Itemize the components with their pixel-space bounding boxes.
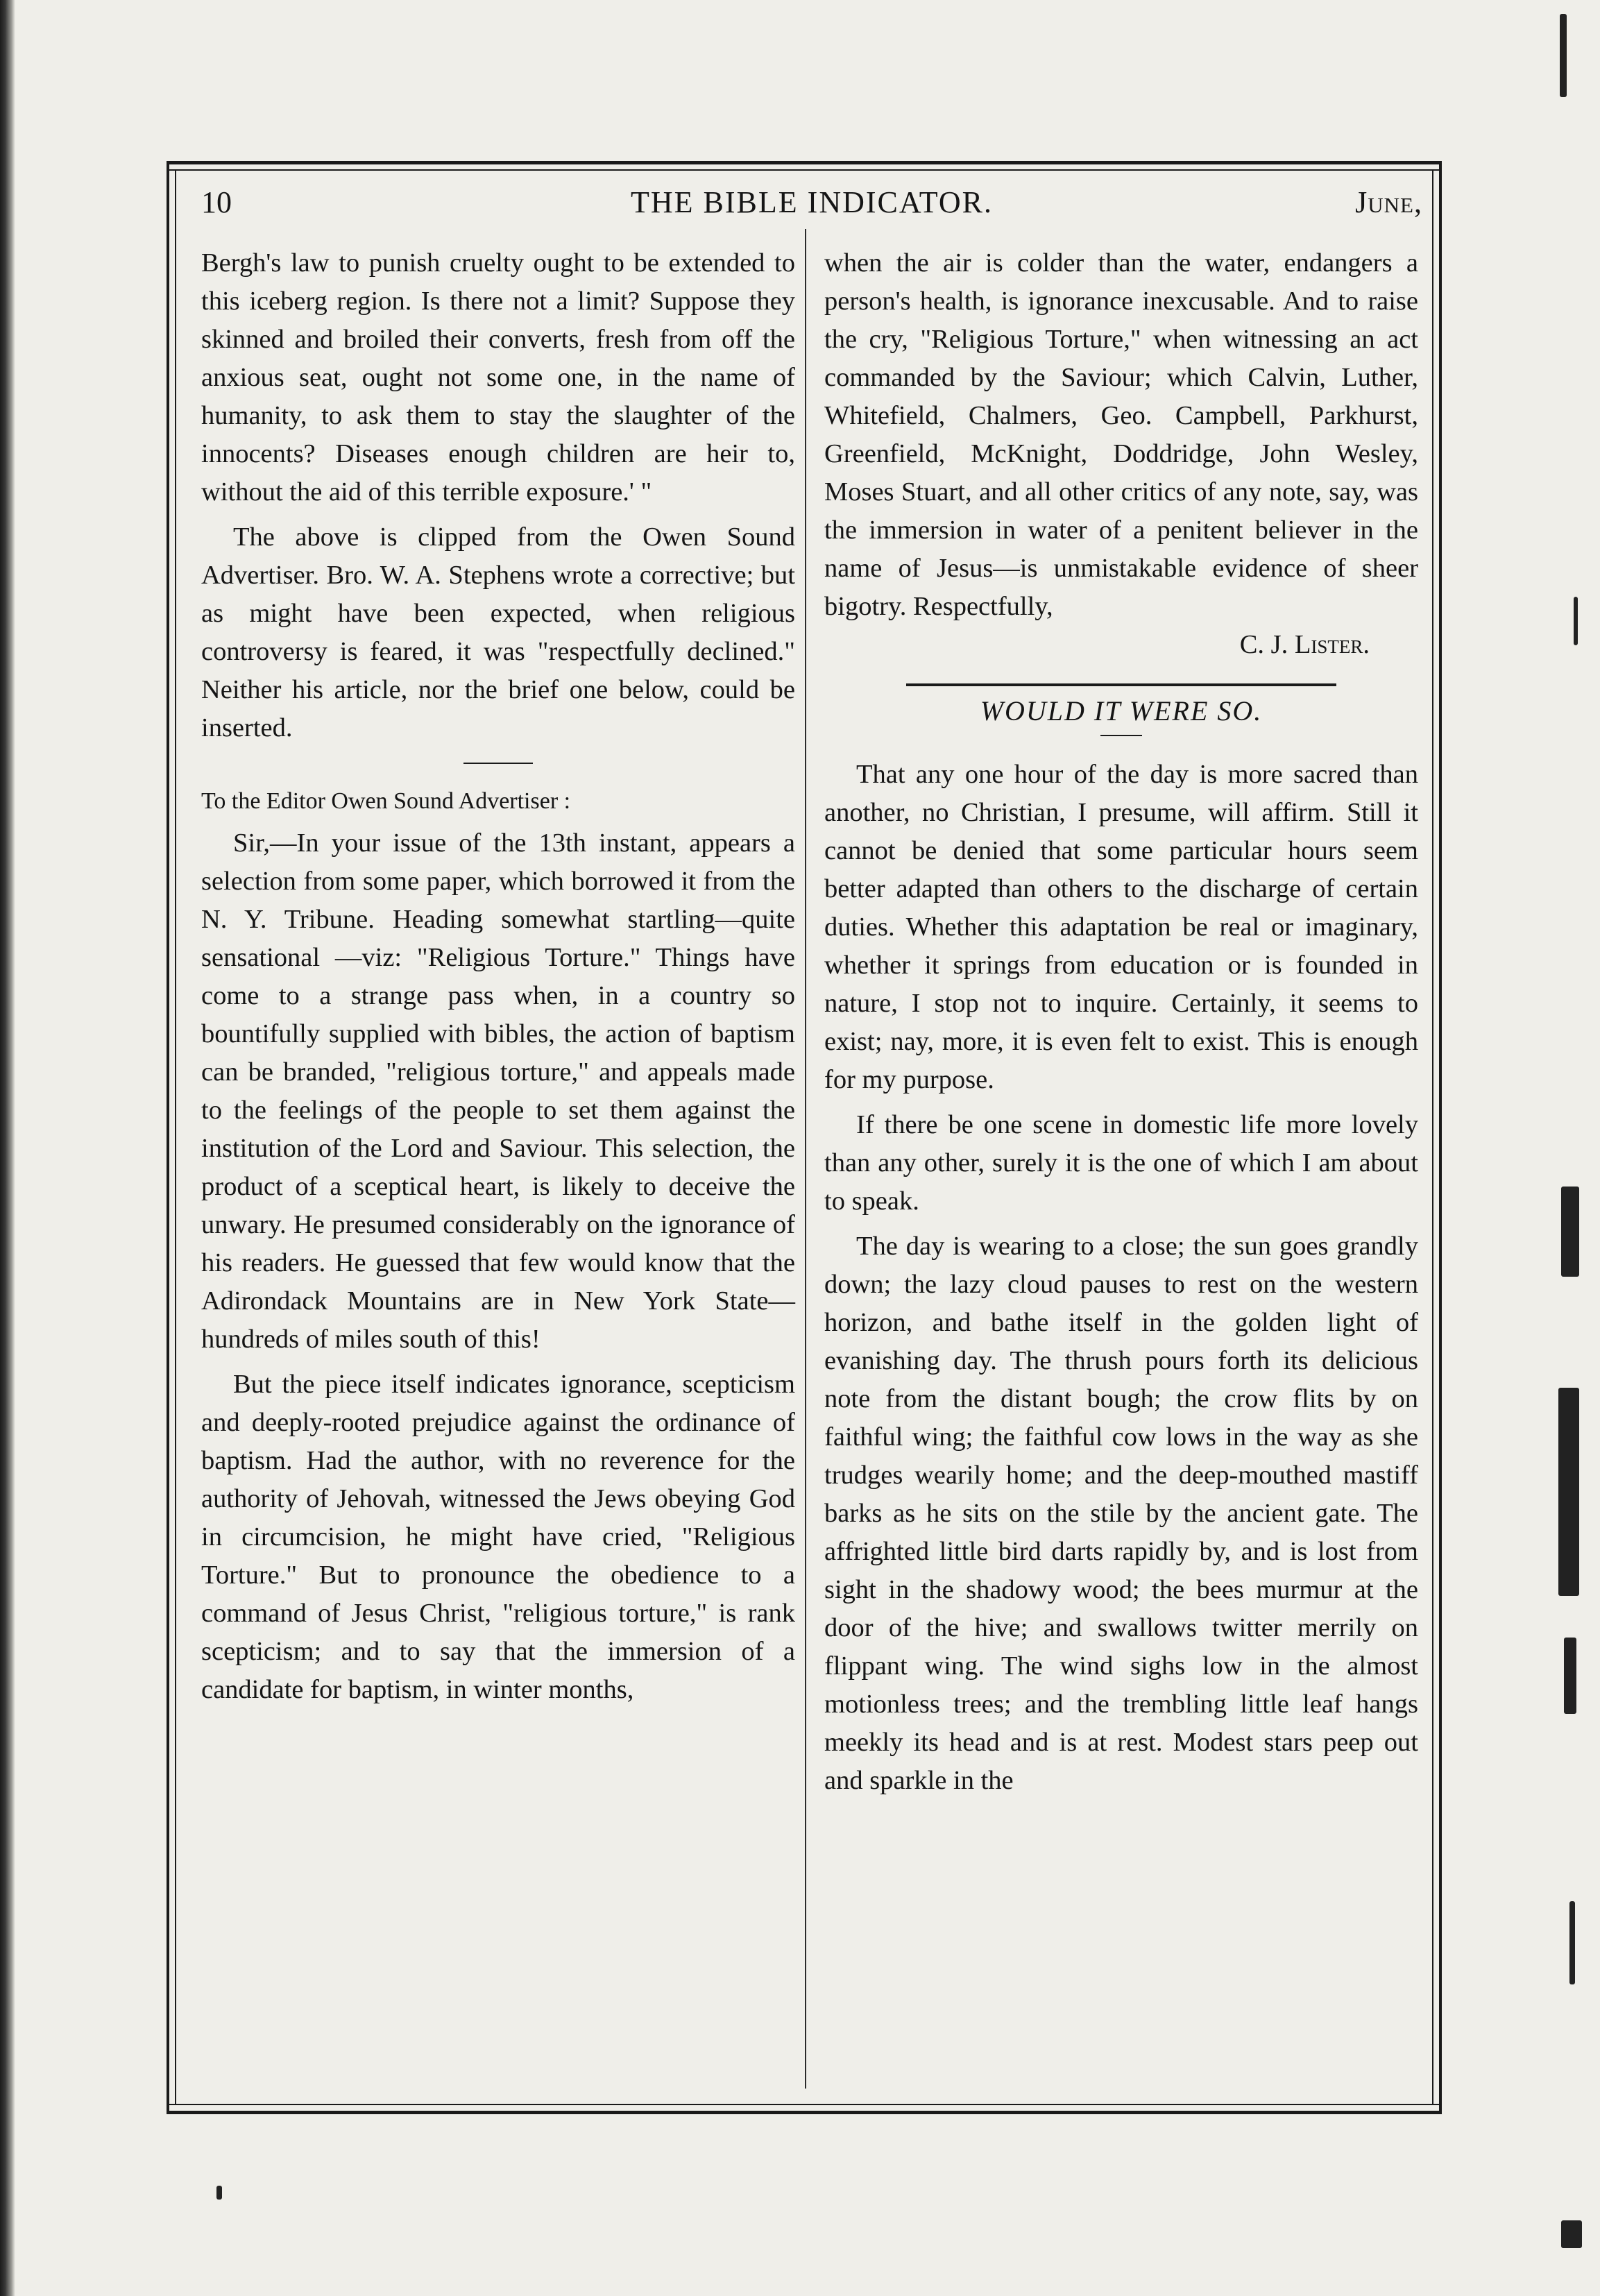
frame-rule-bottom — [167, 2111, 1442, 2114]
column-divider — [805, 229, 806, 2089]
frame-rule-left — [167, 161, 169, 2114]
left-paragraph-2: The above is clipped from the Owen Sound Advertiser. Bro. W. A. Stephens wrote a corrective; but as might have been expected, when religious controversy is feared, it was "respectfully declined." Neither his article, nor the brief one below, could be inserted. — [201, 522, 795, 742]
right-paragraph-2: That any one hour of the day is more sacred than another, no Christian, I presume, will affirm. Still it cannot be denied that some particular hours seem better adapted than others to the discharge of certain duties. Whether this adaptation be real or imaginary, whether it springs from education or is founded in nature, I stop not to inquire. Certainly, it seems to exist; nay, more, it is even felt to exist. This is enough for my purpose. — [824, 760, 1418, 1094]
article-heading: WOULD IT WERE SO. — [980, 695, 1263, 726]
right-paragraph-3: If there be one scene in domestic life more lovely than any other, surely it is the one of which I am about to speak. — [824, 1110, 1418, 1216]
frame-rule-left-inner — [175, 169, 176, 2105]
scan-speck — [1561, 1187, 1579, 1277]
scan-speck — [1569, 1901, 1575, 1984]
heading-rule — [906, 683, 1336, 686]
scan-speck — [1560, 14, 1567, 97]
frame-rule-right-inner — [1432, 169, 1433, 2105]
issue-month: June, — [1355, 185, 1422, 219]
scan-speck — [216, 2186, 222, 2200]
frame-rule-top — [167, 161, 1442, 164]
letter-signature: C. J. Lister. — [1239, 630, 1370, 659]
right-paragraph-4: The day is wearing to a close; the sun goes grandly down; the lazy cloud pauses to rest on the western horizon, and bathe itself in the golden light of evanishing day. The thrush pours forth its delicious note from the distant bough; the crow flits by on faithful wing; the faithful cow lows in the way as she trudges wearily home; and the deep-mouthed mastiff barks as he sits on the stile by the ancient gate. The affrighted little bird darts rapidly by, and is lost from sight in the shadowy wood; the bees murmur at the door of the hive; and swallows twitter merrily on flippant wing. The wind sighs low in the almost motionless trees; and the trembling little leaf hangs meekly its head and is at rest. Modest stars peep out and sparkle in the — [824, 1232, 1418, 1795]
letter-address: To the Editor Owen Sound Advertiser : — [201, 788, 571, 814]
right-paragraph-1: when the air is colder than the water, endangers a person's health, is ignorance inexcusable. And to raise the cry, "Religious Torture," when witnessing an act commanded by the Saviour; which Calvin, Luther, Whitefield, Chalmers, Geo. Campbell, Parkhurst, Greenfield, McKnight, Doddridge, John Wesley, Moses Stuart, and all other critics of any note, say, was the immersion in water of a penitent believer in the name of Jesus—is unmistakable evidence of sheer bigotry. Respectfully, — [824, 248, 1418, 621]
heading-underline — [1100, 735, 1142, 736]
scan-binding-edge — [0, 0, 15, 2296]
frame-rule-top-inner — [167, 169, 1442, 171]
left-paragraph-1: Bergh's law to punish cruelty ought to be extended to this iceberg region. Is there not a limit? Suppose they skinned and broiled their converts, fresh from off the anxious seat, ought not some one, in the name of humanity, to ask them to stay the slaughter of the innocents? Diseases enough children are heir to, without the aid of this terrible exposure.' " — [201, 248, 795, 507]
publication-title: THE BIBLE INDICATOR. — [631, 185, 993, 219]
left-paragraph-4: But the piece itself indicates ignorance, scepticism and deeply-rooted prejudice against the ordinance of baptism. Had the author, with no reverence for the authority of Jehovah, witnessed the Jews obeying God in circumcision, he might have cried, "Religious Torture." But to pronounce the obedience to a command of Jesus Christ, "religious torture," is rank scepticism; and to say that the immersion of a candidate for baptism, in winter months, — [201, 1370, 795, 1704]
scan-speck — [1558, 1388, 1579, 1596]
scan-speck — [1564, 1638, 1576, 1714]
right-column — [824, 244, 1418, 1800]
running-header — [201, 182, 1422, 223]
scan-speck — [1574, 597, 1578, 645]
frame-rule-right — [1439, 161, 1442, 2114]
frame-rule-bottom-inner — [167, 2104, 1442, 2105]
section-separator — [463, 763, 533, 764]
left-column — [201, 244, 795, 1709]
page-number: 10 — [201, 185, 232, 219]
scan-speck — [1561, 2220, 1582, 2248]
left-paragraph-3: Sir,—In your issue of the 13th instant, appears a selection from some paper, which borrowed it from the N. Y. Tribune. Heading somewhat startling—quite sensational —viz: "Religious Torture." Things have come to a strange pass when, in a country so bountifully supplied with bibles, the action of baptism can be branded, "religious torture," and appeals made to the feelings of the people to set them against the institution of the Lord and Saviour. This selection, the product of a sceptical heart, is likely to deceive the unwary. He presumed considerably on the ignorance of his readers. He guessed that few would know that the Adirondack Mountains are in New York State—hundreds of miles south of this! — [201, 828, 795, 1354]
